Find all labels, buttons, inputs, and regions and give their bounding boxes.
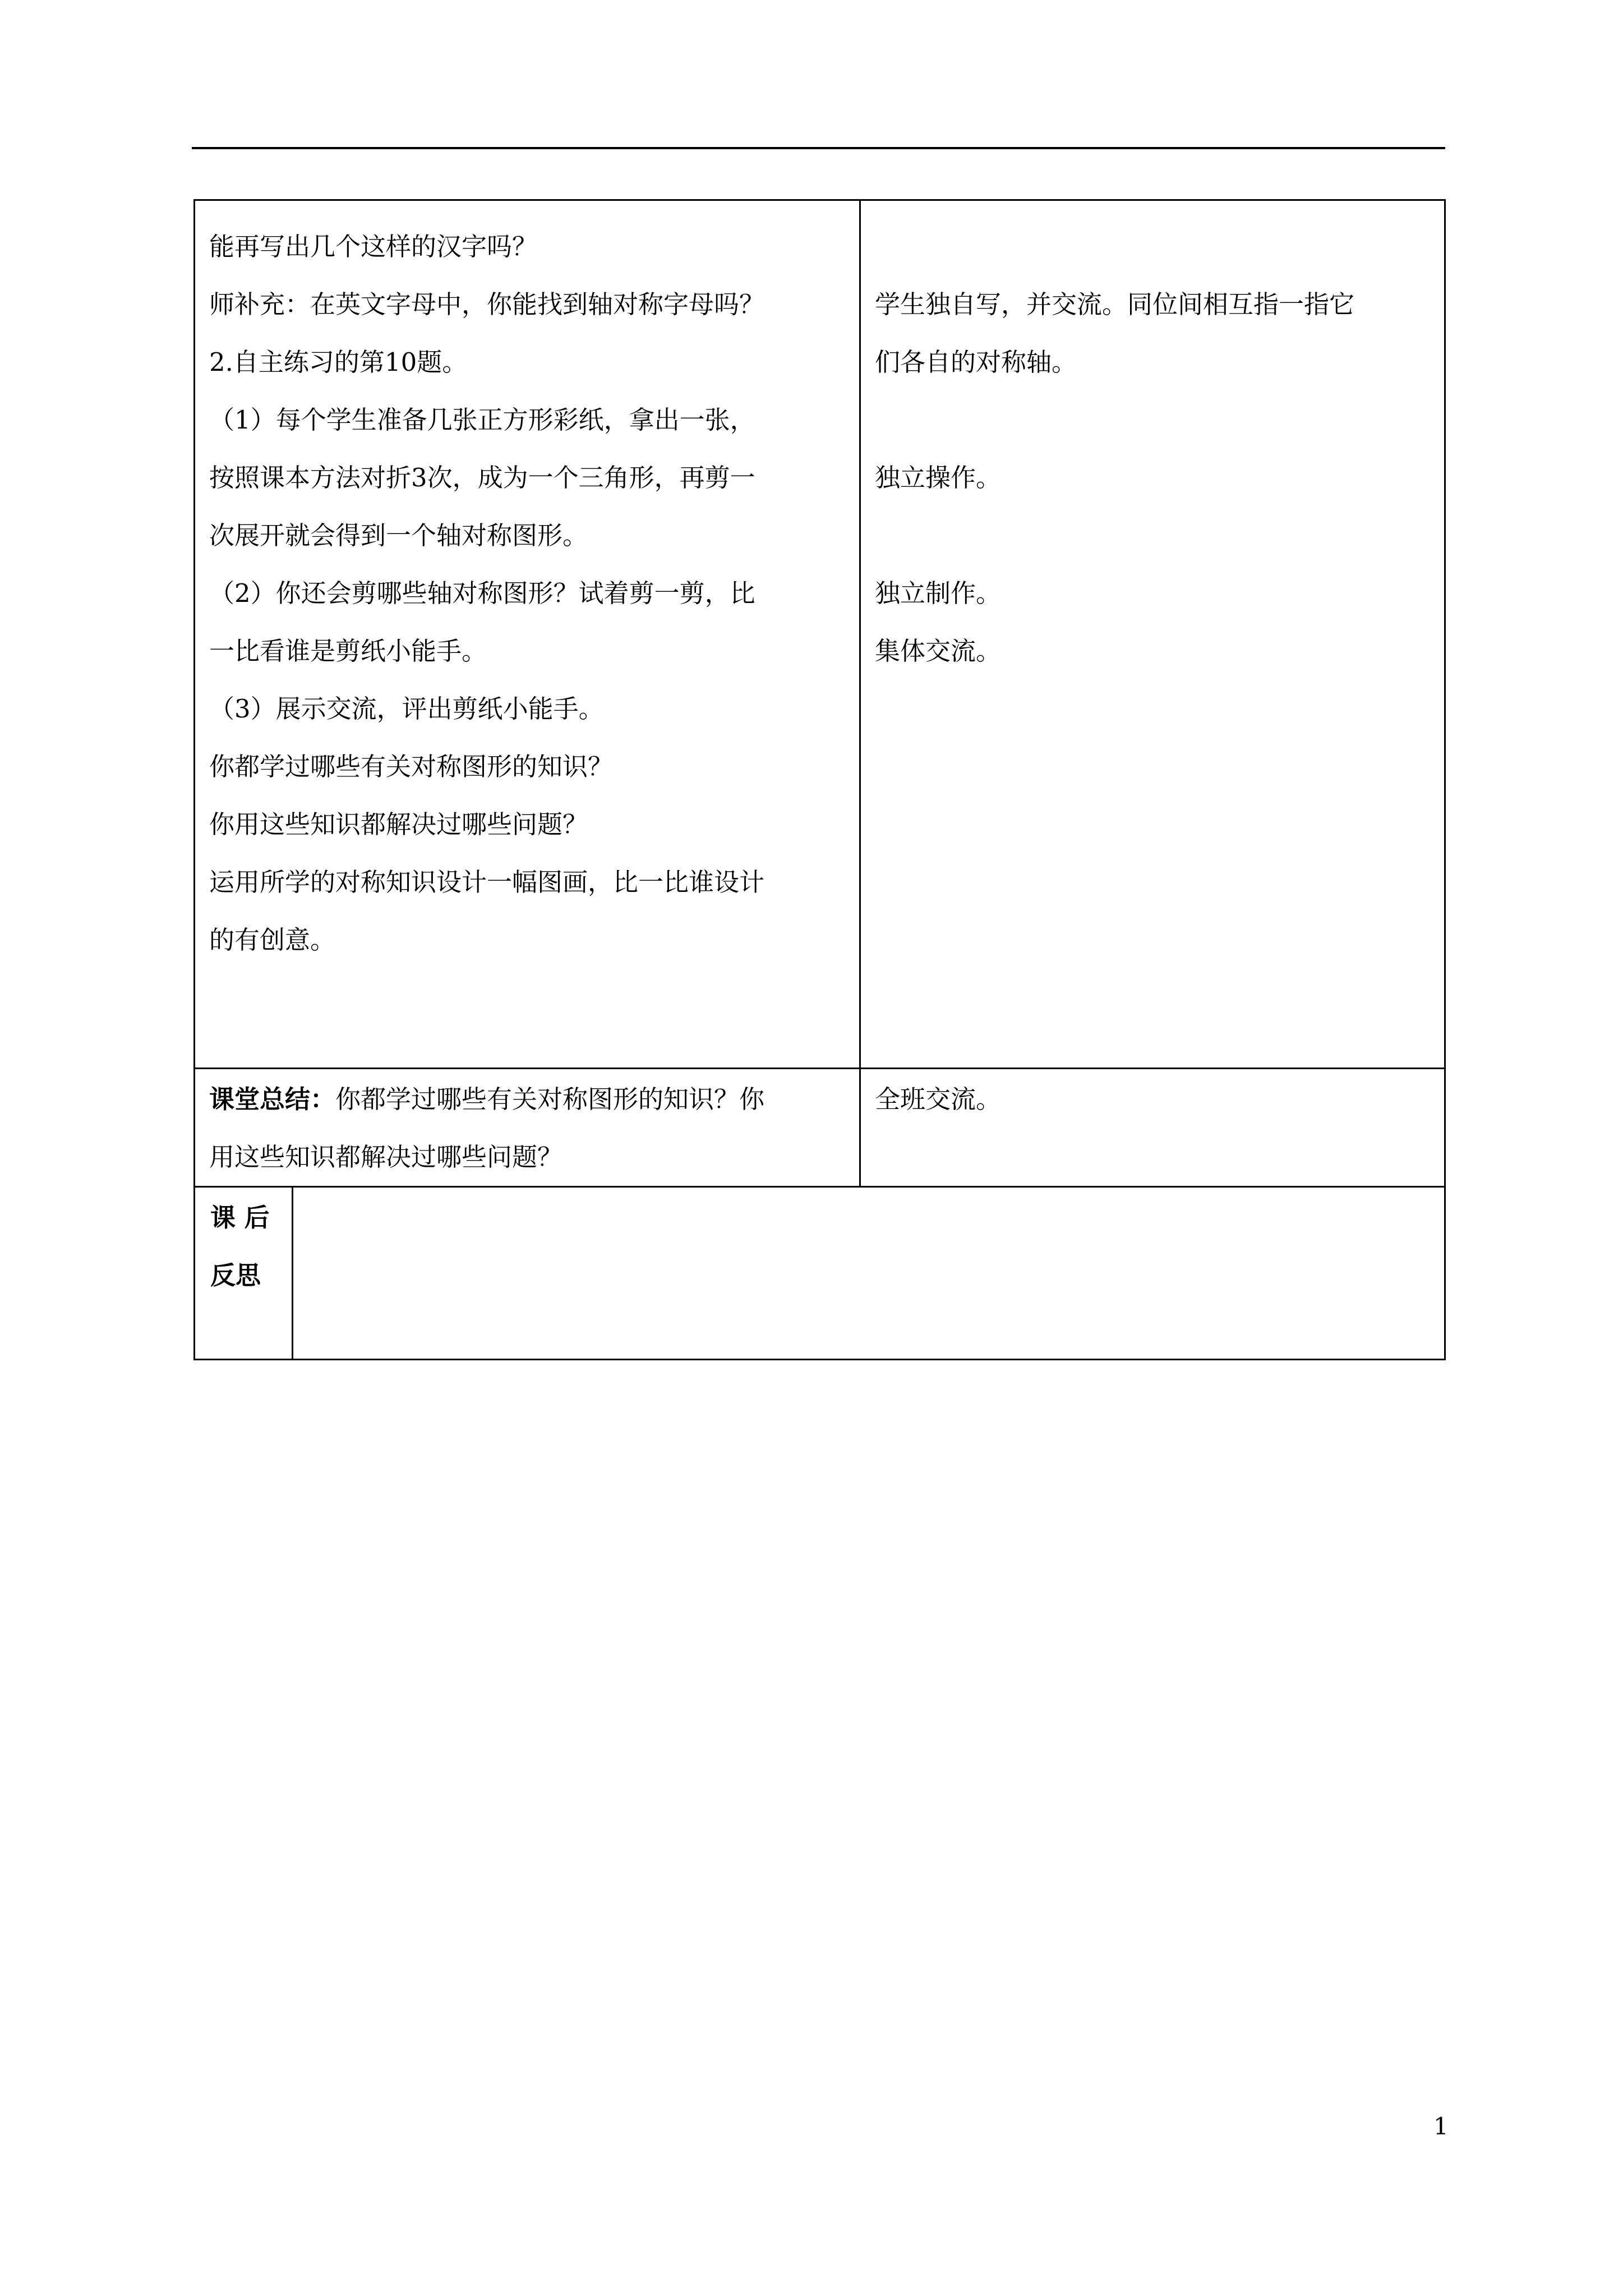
student-activity-cell xyxy=(860,200,1445,1069)
teacher-line: （3）展示交流，评出剪纸小能手。 xyxy=(209,694,604,724)
summary-student-text: 全班交流。 xyxy=(875,1084,1002,1114)
reflection-label-cell xyxy=(195,1187,293,1360)
teacher-activity-cell xyxy=(195,200,860,1069)
teacher-line: 2.自主练习的第10题。 xyxy=(209,347,468,377)
page-number: 1 xyxy=(1433,2113,1449,2140)
header-rule xyxy=(192,147,1445,149)
summary-cell xyxy=(195,1069,860,1187)
teacher-line: 的有创意。 xyxy=(209,925,336,955)
student-line: 集体交流。 xyxy=(875,636,1002,666)
student-line: 独立操作。 xyxy=(875,463,1002,493)
teacher-line: 次展开就会得到一个轴对称图形。 xyxy=(209,521,588,550)
reflection-row xyxy=(195,1187,1445,1360)
teacher-line: 你用这些知识都解决过哪些问题？ xyxy=(209,809,588,839)
teacher-line: （2）你还会剪哪些轴对称图形？试着剪一剪，比 xyxy=(209,578,755,608)
activity-row xyxy=(195,200,1445,1069)
reflection-content-cell xyxy=(293,1187,1445,1360)
teacher-line: 按照课本方法对折3次，成为一个三角形，再剪一 xyxy=(209,463,755,493)
teacher-line: （1）每个学生准备几张正方形彩纸，拿出一张， xyxy=(209,405,755,435)
teacher-line: 师补充：在英文字母中，你能找到轴对称字母吗？ xyxy=(209,289,765,319)
teacher-line: 运用所学的对称知识设计一幅图画，比一比谁设计 xyxy=(209,867,765,897)
student-line: 学生独自写，并交流。同位间相互指一指它 xyxy=(875,289,1355,319)
summary-text: 你都学过哪些有关对称图形的知识？你 xyxy=(335,1084,765,1114)
summary-student-cell xyxy=(860,1069,1445,1187)
student-line: 独立制作。 xyxy=(875,578,1002,608)
lesson-plan-table xyxy=(193,199,1446,1360)
summary-text: 用这些知识都解决过哪些问题？ xyxy=(209,1142,563,1172)
reflection-label: 反思 xyxy=(210,1260,261,1290)
teacher-line: 一比看谁是剪纸小能手。 xyxy=(209,636,487,666)
teacher-line: 你都学过哪些有关对称图形的知识？ xyxy=(209,752,614,781)
reflection-label: 课 后 xyxy=(210,1203,270,1232)
teacher-line: 能再写出几个这样的汉字吗？ xyxy=(209,232,538,261)
summary-label: 课堂总结： xyxy=(209,1084,336,1114)
summary-row xyxy=(195,1069,1445,1187)
student-line: 们各自的对称轴。 xyxy=(875,347,1077,377)
